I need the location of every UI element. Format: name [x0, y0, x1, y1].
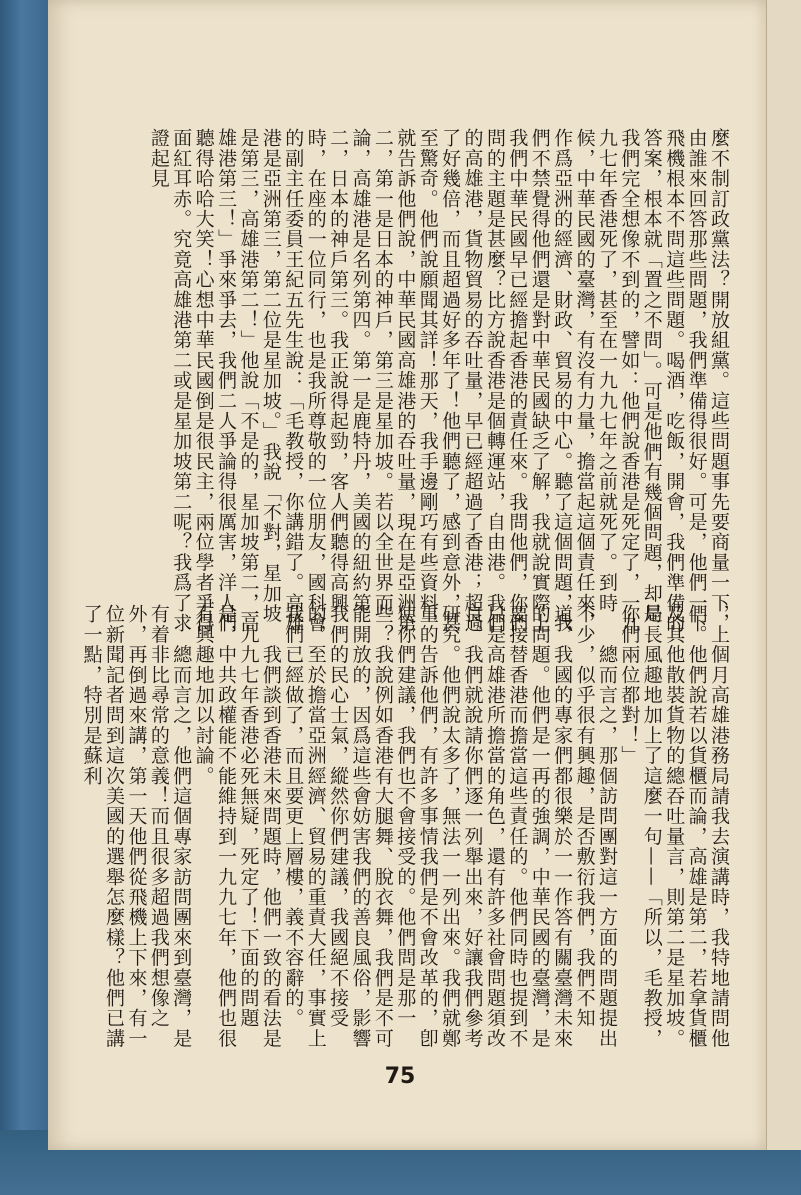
page-number: 75	[384, 1064, 416, 1089]
adjacent-page-edge	[766, 0, 801, 1150]
book-cover-binding	[0, 0, 48, 1195]
vertical-text-upper-block: 麼不制訂政黨法？開放組黨。這些問題事先要商量一下，由誰來回答那些問題，我們準備得很好。可是，他們一下飛機根本不問這些問題。喝酒，吃飯，開會，我們準備的答案，根本就「置之不問」。可是他們有幾個問題，却是我們完全想像不到的，譬如：他們說香港是死定了，一九九七年香港死了，甚至在一九九七年之前就死了。到時候，中華民國的臺灣，有沒有力量，擔當起這個責任來，作爲亞洲的經濟、財政、貿易的中心。聽了這個問題，我們不禁覺得他們還是對中華民國缺乏了解，我就說實際上我們中華民國早已經擔起香港的責任來。我問他們，你們問的主題是甚麼？比方說香港是個轉運站，自由港。我們的高雄港，貨物貿易的吞吐量，早已經超過了香港；超過了好幾倍，而且超過好多年了！他們聽了，感到意外，甚至驚奇。他們說願聞其詳！那天，我手邊剛巧有些資料，就告訴他們說，中華民國高雄港的吞吐量，現在是亞洲第二，第一是日本的神戶，第三是星加坡。若以全世界而論，高雄港是名列第四。第一是鹿特丹，美國的紐約第二，日本的神戶第三。我正說得起勁，客人們聽得高興時，在座的一位同行，也是我所尊敬的一位朋友，國科會的副主任委員王紀五先生說：「毛教授，你講錯了。高雄港是亞洲第三，第二位是星加坡。」我說「不對，星加坡是第三，高雄港第二！」他說「不是的，星加坡第二，高雄港第三！」爭來爭去，我們二人爭論得很厲害，洋人們聽得哈哈大笑！心想中華民國倒是很民主，兩位學者爭得面紅耳赤。究竟高雄港第二或是星加坡第二呢？我爲了求證起見	[147, 128, 730, 633]
vertical-text-lower-block: ，上個月高雄港務局請我去演講時，我特地請問他們。他們說若以貨櫃而論，高雄是第二，若拿貨櫃及其他散裝貨物的總吞吐量言，則第二是星加坡。局長風趣地加上了這麼一句——「所以，毛教授，你們兩位都對！」 總而言之，那個訪問團對這一方面的問題提出不少，似乎很有興趣，是否敷衍我們，我們不知道，我國的專家們都很樂於一一作答有關臺灣未來的問題。他們是一再的強調，中華民國的臺灣，是要接替香港而擔當這些責任的。他們同時也提到不只是高雄港所擔當的角色，還有許多社會問題須改良。我們就說請你們逐一列舉出來，好讓我們參考研究。他們說太多了，無法一一列出來。我們就鄭重的告訴他們，有許多事情我們是不會改革的，卽使你們建議，我們也不會接受的。他們問是那一些？我說例如香港有大腿舞、脫衣舞，我們是不可能開放的，因爲這些會妨害我們的善良風俗，影響我們的民心士氣，縱然你們建議，我國絕不接受的，至於擔當亞洲經濟、貿易的重責大任，事實上我們已經做了，而且要更上層樓，義不容辭的。 我們談到香港未來問題時，他們一致的看法是一九九七年香港必死無疑，死定了！下面的問題是，中共政權能不能維持到一九九七年，他們也很有興趣地加以討論。 總而言之，他們這個專家訪問團來到臺灣，是有着非比尋常的意義！而且很多超過我們想像之外，再倒過來講，第一天他們從飛機上下來，有一位新聞記者問到這次美國的選舉怎麼樣？他們已講了一點，特別是蘇利	[80, 604, 730, 1049]
